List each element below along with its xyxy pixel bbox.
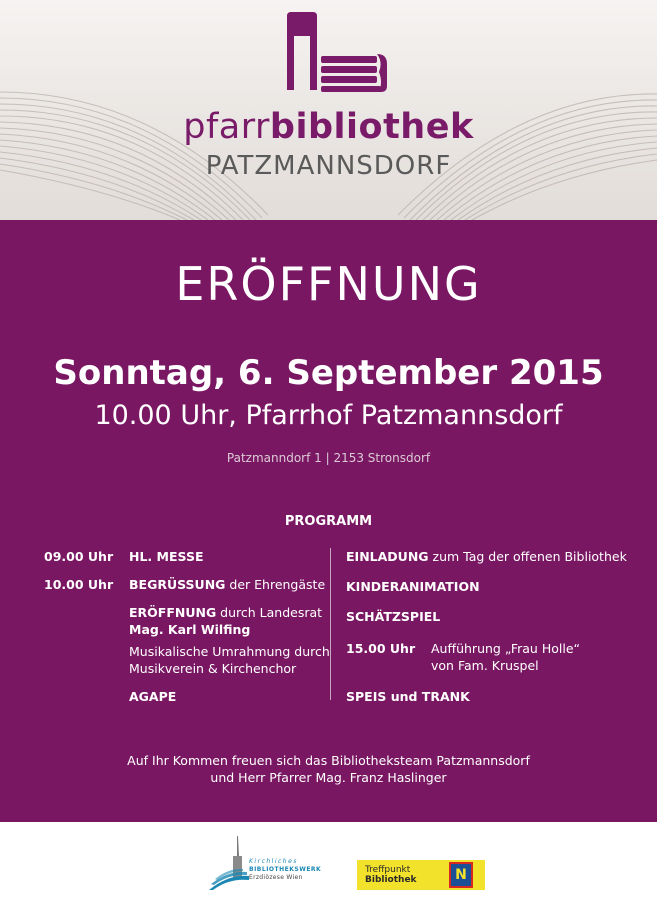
program-item-guessing-game: SCHÄTZSPIEL [346,609,441,624]
closing-message [0,752,657,786]
program-time: 15.00 Uhr [346,641,416,656]
program-item-music-performers: Musikverein & Kirchenchor [129,661,297,676]
tb-line: Bibliothek [365,875,417,885]
program-item-invitation-rest: zum Tag der offenen Bibliothek [428,549,627,564]
program-item-opening-bold: ERÖFFNUNG [129,605,217,620]
program-item-invitation-bold: EINLADUNG [346,549,429,564]
library-brand-name [0,106,657,148]
event-time-place: 10.00 Uhr, Pfarrhof Patzmannsdorf [94,400,563,431]
program-time: 09.00 Uhr [44,549,114,564]
event-title: ERÖFFNUNG [175,257,482,311]
event-info-band [0,220,657,822]
program-item-kids-animation: KINDERANIMATION [346,579,480,594]
program-item-invitation [346,549,627,565]
program-item-agape: AGAPE [129,689,177,704]
brand-light-text: pfarr [183,107,270,147]
program-item-food-drinks: SPEIS und TRANK [346,689,470,704]
program-item-welcome [129,577,325,593]
kbw-line: Erzdiözese Wien [249,874,303,881]
header-banner [0,0,657,220]
event-date: Sonntag, 6. September 2015 [53,353,604,393]
program-item-mass: HL. MESSE [129,549,204,564]
sponsor-footer [0,822,657,900]
program-item-welcome-rest: der Ehrengäste [225,577,326,592]
lower-austria-badge-icon: N [449,862,473,888]
program-item-opening [129,605,322,621]
church-building-logo-icon [207,834,251,892]
program-item-opening-rest: durch Landesrat [216,605,323,620]
tb-line: Treffpunkt [365,865,411,875]
program-item-opening-speaker: Mag. Karl Wilfing [129,622,251,637]
closing-line: und Herr Pfarrer Mag. Franz Haslinger [210,770,447,785]
library-location-subtitle: PATZMANNSDORF [205,151,452,181]
kbw-line: Kirchliches [249,858,298,865]
kbw-line: BIBLIOTHEKSWERK [249,866,322,873]
treffpunkt-logo-text [365,865,417,885]
program-item-theatre-performers: von Fam. Kruspel [431,658,539,673]
program-heading: PROGRAMM [284,514,373,529]
program-item-theatre: Aufführung „Frau Holle“ [431,641,580,656]
library-book-logo-icon [283,10,393,96]
program-item-welcome-bold: BEGRÜSSUNG [129,577,226,592]
brand-bold-text: bibliothek [269,107,474,147]
event-address: Patzmanndorf 1 | 2153 Stronsdorf [226,451,431,465]
program-column-divider [330,548,331,700]
bibliothekswerk-logo-text [249,858,321,882]
program-time: 10.00 Uhr [44,577,114,592]
program-item-music: Musikalische Umrahmung durch [129,644,330,659]
treffpunkt-bibliothek-logo [357,860,485,890]
closing-line: Auf Ihr Kommen freuen sich das Bibliotheksteam Patzmannsdorf [127,753,530,768]
